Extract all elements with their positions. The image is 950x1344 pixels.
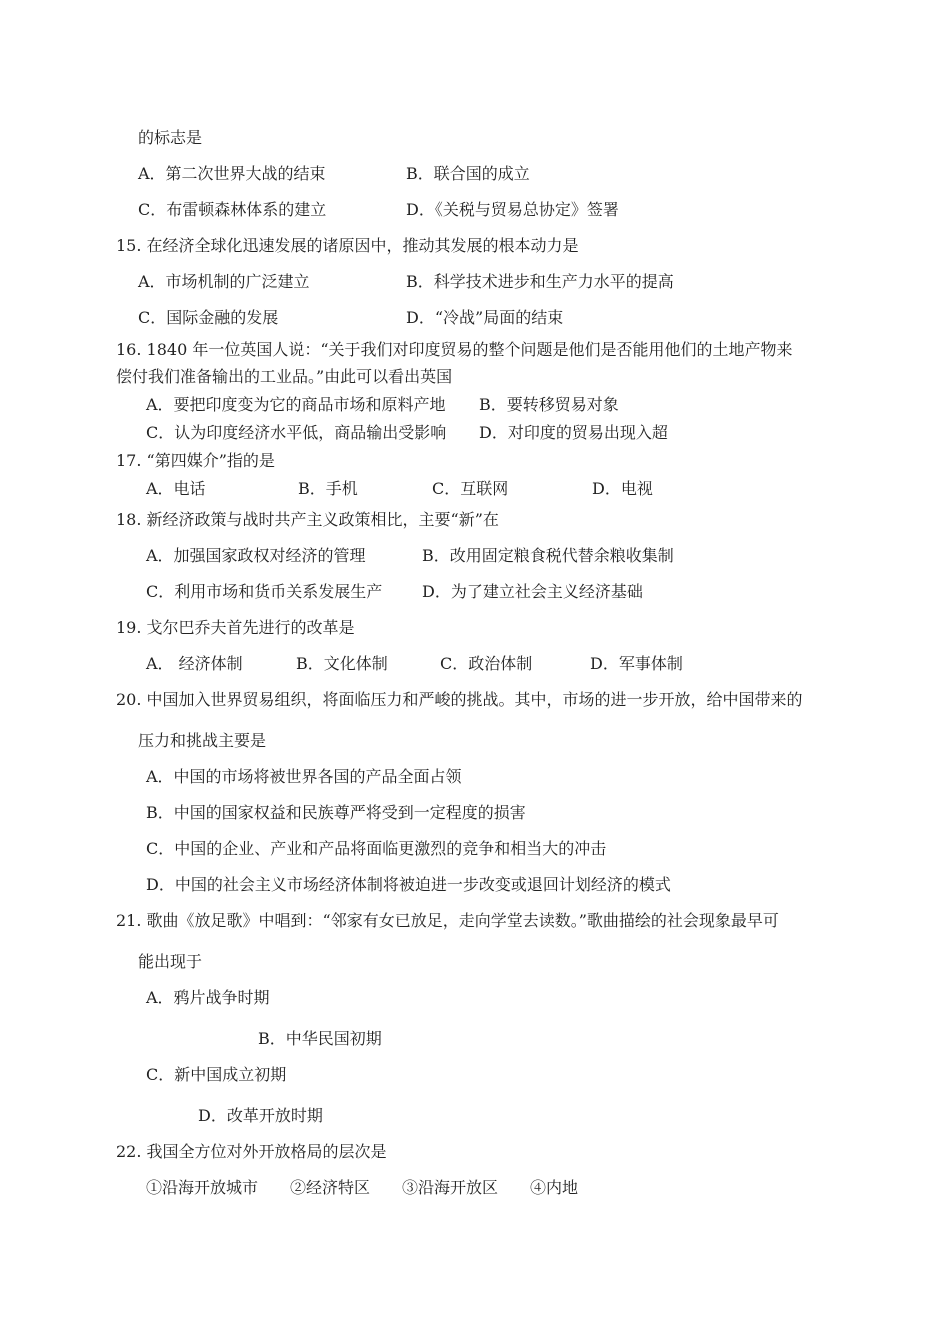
q19-stem: 19. 戈尔巴乔夫首先进行的改革是 — [116, 618, 355, 637]
q14-option-b: B．联合国的成立 — [406, 164, 530, 183]
q17-option-b: B．手机 — [298, 479, 358, 498]
q18-option-c: C．利用市场和货币关系发展生产 — [146, 582, 383, 601]
q22-items: ①沿海开放城市 ②经济特区 ③沿海开放区 ④内地 — [146, 1178, 579, 1197]
q21-option-a: A．鸦片战争时期 — [146, 988, 270, 1007]
q16-stem-line1: 16. 1840 年一位英国人说：“关于我们对印度贸易的整个问题是他们是否能用他们的土地产物来 — [116, 340, 793, 359]
q18-option-d: D．为了建立社会主义经济基础 — [422, 582, 643, 601]
q15-stem: 15. 在经济全球化迅速发展的诸原因中，推动其发展的根本动力是 — [116, 236, 579, 255]
q17-stem: 17. “第四媒介”指的是 — [116, 451, 275, 470]
q20-option-a: A．中国的市场将被世界各国的产品全面占领 — [146, 767, 462, 786]
q16-option-b: B．要转移贸易对象 — [479, 395, 619, 414]
q19-option-c: C．政治体制 — [440, 654, 533, 673]
q15-option-a: A．市场机制的广泛建立 — [138, 272, 310, 291]
q18-option-b: B．改用固定粮食税代替余粮收集制 — [422, 546, 674, 565]
q18-stem: 18. 新经济政策与战时共产主义政策相比，主要“新”在 — [116, 510, 499, 529]
q14-option-d: D．《关税与贸易总协定》签署 — [406, 200, 619, 219]
q14-option-a: A．第二次世界大战的结束 — [138, 164, 326, 183]
q21-option-b: B．中华民国初期 — [258, 1029, 382, 1048]
q21-option-d: D．改革开放时期 — [198, 1106, 323, 1125]
q14-option-c: C．布雷顿森林体系的建立 — [138, 200, 327, 219]
q19-option-d: D．军事体制 — [590, 654, 683, 673]
q17-option-a: A．电话 — [146, 479, 206, 498]
q15-option-d: D．“冷战”局面的结束 — [406, 308, 564, 327]
q17-option-c: C．互联网 — [432, 479, 509, 498]
q21-option-c: C．新中国成立初期 — [146, 1065, 287, 1084]
q14-stem-cont: 的标志是 — [138, 128, 203, 147]
q16-option-a: A．要把印度变为它的商品市场和原料产地 — [146, 395, 446, 414]
q20-stem-line2: 压力和挑战主要是 — [138, 731, 267, 750]
q20-option-d: D．中国的社会主义市场经济体制将被迫进一步改变或退回计划经济的模式 — [146, 875, 671, 894]
q19-option-a: A． 经济体制 — [146, 654, 243, 673]
q22-stem: 22. 我国全方位对外开放格局的层次是 — [116, 1142, 387, 1161]
q21-stem-line1: 21. 歌曲《放足歌》中唱到：“邻家有女已放足，走向学堂去读数。”歌曲描绘的社会现象最早可 — [116, 911, 779, 930]
q16-stem-line2: 偿付我们准备输出的工业品。”由此可以看出英国 — [116, 367, 453, 386]
q15-option-c: C．国际金融的发展 — [138, 308, 279, 327]
q15-option-b: B．科学技术进步和生产力水平的提高 — [406, 272, 674, 291]
q20-option-c: C．中国的企业、产业和产品将面临更激烈的竞争和相当大的冲击 — [146, 839, 607, 858]
q19-option-b: B．文化体制 — [296, 654, 388, 673]
q20-option-b: B．中国的国家权益和民族尊严将受到一定程度的损害 — [146, 803, 526, 822]
q20-stem-line1: 20. 中国加入世界贸易组织，将面临压力和严峻的挑战。其中，市场的进一步开放，给中国带来的 — [116, 690, 803, 709]
q21-stem-line2: 能出现于 — [138, 952, 203, 971]
q18-option-a: A．加强国家政权对经济的管理 — [146, 546, 366, 565]
q16-option-d: D．对印度的贸易出现入超 — [479, 423, 668, 442]
q17-option-d: D．电视 — [592, 479, 653, 498]
q16-option-c: C．认为印度经济水平低，商品输出受影响 — [146, 423, 447, 442]
